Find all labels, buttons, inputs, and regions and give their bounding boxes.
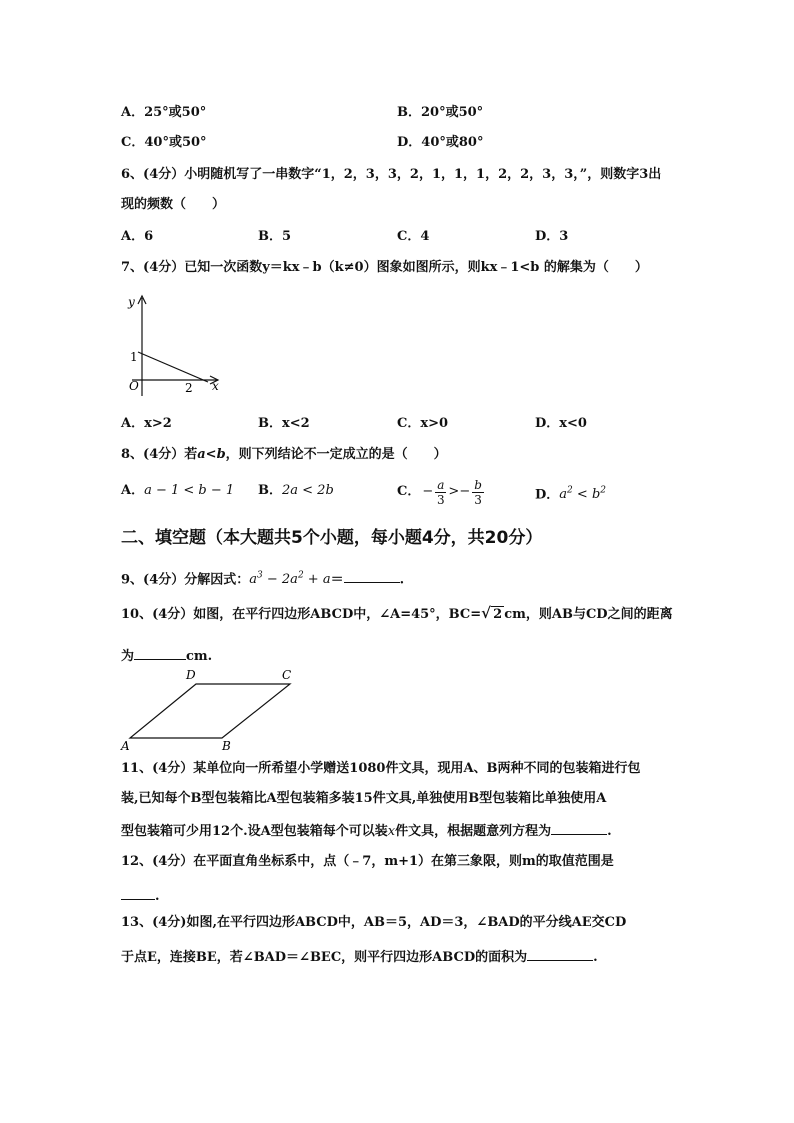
q5-option-c: C．40°或50° (121, 135, 207, 150)
q13-stem-line1: 13、(4分)如图,在平行四边形ABCD中，AB＝5，AD＝3，∠BAD的平分线AE交CD (121, 915, 627, 930)
q9-prefix: 9、(4分）分解因式： (121, 572, 250, 588)
q8-stem (121, 446, 447, 464)
q8-option-b-expression: 2a < 2b (282, 483, 334, 498)
q6-option-d: D．3 (535, 229, 569, 244)
q10-stem-line1 (121, 606, 673, 624)
q7-y-axis-label: y (128, 295, 135, 309)
q11-stem-line3: 型包装箱可少用12个.设A型包装箱每个可以装x件文具，根据题意列方程为 . (121, 820, 612, 841)
q7-y-intercept-label: 1 (130, 350, 138, 364)
q8-option-c-fraction-2: $\frac{b}{3}$ (474, 477, 482, 507)
q10-prefix: 10、(4分）如图，在平行四边形ABCD中，∠A=45°，BC= (121, 607, 482, 622)
q8-option-c-fraction-1: $\frac{a}{3}$ (437, 477, 445, 507)
q11-line3-prefix: 型包装箱可少用12个.设A型包装箱每个可以装 (121, 824, 388, 839)
q10-suffix: cm，则AB与CD之间的距离 (504, 607, 673, 622)
q10-vertex-a: A (121, 739, 130, 753)
q10-stem-line2 (121, 645, 212, 666)
q12-stem-line1: 12、(4分）在平面直角坐标系中，点（﹣7，m+1）在第三象限，则m的取值范围是 (121, 854, 614, 869)
q11-line3-suffix: 件文具，根据题意列方程为 (395, 824, 552, 839)
q8-option-d-label: D． (535, 487, 560, 503)
q8-option-c: C． − $\frac{a}{3}$ >− $\frac{b}{3}$ (397, 477, 482, 507)
q10-parallelogram-figure (118, 666, 308, 754)
q9-expression: $a^3 - 2a^2 + a$ (249, 571, 331, 588)
q7-option-a: A．x>2 (121, 416, 172, 431)
q9-stem: 9、(4分）分解因式：$a^3 - 2a^2 + a=$ . (121, 567, 404, 589)
q7-option-b: B．x<2 (258, 416, 310, 431)
q8-option-a (121, 482, 234, 500)
q7-origin-label: O (129, 379, 139, 393)
q11-stem-line1: 11、(4分）某单位向一所希望小学赠送1080件文具，现用A、B两种不同的包装箱进行包 (121, 761, 641, 776)
q7-x-axis-label: x (212, 379, 219, 393)
q7-linear-function-graph (118, 290, 228, 402)
q8-stem-prefix: 8、(4分）若 (121, 447, 198, 462)
q8-option-a-label: A． (121, 483, 145, 498)
q5-option-d: D．40°或80° (397, 135, 484, 150)
q8-option-c-label: C． (397, 484, 421, 499)
q8-option-d-expression: $a^2 < b^2$ (559, 486, 606, 503)
q10-vertex-d: D (186, 668, 196, 682)
q9-answer-blank[interactable] (344, 568, 400, 583)
q10-sqrt: √ 2 (481, 604, 503, 622)
q5-option-a: A．25°或50° (121, 105, 207, 120)
q8-option-b (258, 482, 334, 500)
q10-line2-prefix: 为 (121, 649, 135, 664)
q10-answer-blank[interactable] (134, 645, 186, 660)
q8-stem-condition: a<b (197, 447, 226, 462)
q5-option-b: B．20°或50° (397, 105, 484, 120)
q6-option-b: B．5 (258, 229, 292, 244)
q11-stem-line2: 装,已知每个B型包装箱比A型包装箱多装15件文具,单独使用B型包装箱比单独使用A (121, 791, 607, 806)
q10-vertex-c: C (282, 668, 292, 682)
q11-answer-blank[interactable] (551, 820, 607, 835)
q12-answer-blank[interactable] (121, 885, 155, 900)
q11-variable: x (387, 824, 396, 839)
q7-option-c: C．x>0 (397, 416, 449, 431)
q7-x-intercept-label: 2 (185, 381, 193, 395)
q8-stem-suffix: ，则下列结论不一定成立的是（ ） (225, 447, 447, 462)
q7-option-d: D．x<0 (535, 416, 587, 431)
q8-option-b-label: B． (258, 483, 282, 498)
q12-stem-line2: . (121, 885, 160, 906)
q7-stem: 7、(4分）已知一次函数y＝kx﹣b（k≠0）图象如图所示，则kx﹣1<b 的解集为（ ） (121, 260, 648, 275)
q6-stem-line1: 6、(4分）小明随机写了一串数字“1，2，3，3，2，1，1，1，2，2，3，3，”，则数字3出 (121, 167, 662, 182)
q6-stem-line2: 现的频数（ ） (121, 197, 226, 212)
q13-stem-line2: 于点E，连接BE，若∠BAD＝∠BEC，则平行四边形ABCD的面积为 . (121, 946, 598, 967)
q10-vertex-b: B (222, 739, 231, 753)
q8-option-d (535, 482, 606, 504)
q8-option-a-expression: a − 1 < b − 1 (144, 483, 235, 498)
q6-option-a: A．6 (121, 229, 154, 244)
q9-equals: ＝ (330, 572, 344, 588)
q13-answer-blank[interactable] (527, 946, 593, 961)
q13-line2-prefix: 于点E，连接BE，若∠BAD＝∠BEC，则平行四边形ABCD的面积为 (121, 950, 528, 965)
q6-option-c: C．4 (397, 229, 430, 244)
q10-line2-suffix: cm. (186, 649, 213, 664)
section-2-title: 二、填空题（本大题共5个小题，每小题4分，共20分） (121, 528, 543, 548)
